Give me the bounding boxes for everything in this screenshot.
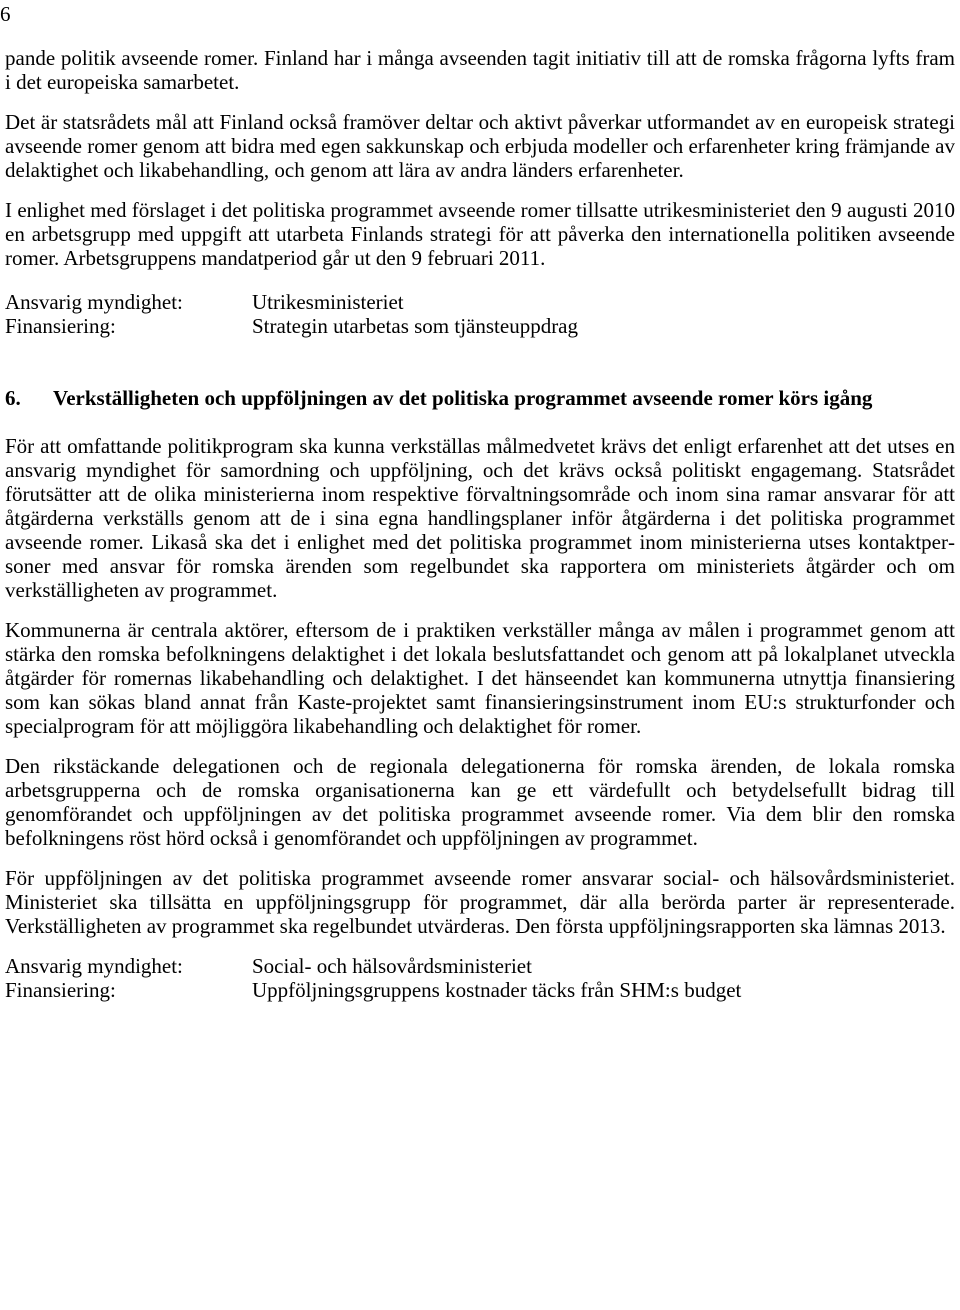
section-responsibility-block (5, 954, 955, 1002)
section-paragraph-4: För uppföljningen av det politiska programmet avseende romer ansvarar social- och hälsovårdsministeriet. Ministeriet ska tillsätta en uppföljningsgrupp för programmet, där alla berörda parter är representerade. Verkställigheten av programmet ska regelbundet utvärderas. Den första uppföljningsrapporten ska lämnas 2013. (5, 866, 955, 938)
page-number: 6 (0, 2, 11, 26)
financing-label: Finansiering: (5, 978, 116, 1002)
responsible-authority-value: Social- och hälsovårdsministeriet (252, 954, 532, 978)
responsible-authority-label: Ansvarig myndighet: (5, 290, 183, 314)
responsible-authority-value: Utrikesministeriet (252, 290, 404, 314)
financing-value: Uppföljningsgruppens kostnader täcks från SHM:s budget (252, 978, 742, 1002)
section-title: Verkställigheten och uppföljningen av det politiska programmet avseende romer körs igång (53, 386, 873, 410)
section-number: 6. (5, 386, 21, 410)
financing-label: Finansiering: (5, 314, 116, 338)
responsible-authority-label: Ansvarig myndighet: (5, 954, 183, 978)
intro-paragraph-1: pande politik avseende romer. Finland har i många avseenden tagit initiativ till att de romska frågorna lyfts fram i det europeiska samarbetet. (5, 46, 955, 94)
section-heading (5, 386, 955, 410)
intro-responsibility-block (5, 290, 955, 338)
section-paragraph-1: För att omfattande politikprogram ska kunna verkställas målmedvetet krävs det enligt erfarenhet att det utses en ansvarig myndighet för samordning och uppföljning, och det krävs också politiskt engagemang. Statsrådet förutsätter att de olika ministerierna inom respektive förvaltningsområde och inom sina ramar ansvarar för att åtgärderna verkställs genom att de i sina egna handlingsplaner inför åtgärderna i det politiska programmet avseende romer. Likaså ska det i enlighet med det politiska programmet inom ministerierna utses kontaktpersoner med ansvar för romska ärenden som regelbundet ska rapportera om ministeriets åtgärder och om verkställigheten av programmet. (5, 434, 955, 602)
intro-paragraph-2: Det är statsrådets mål att Finland också framöver deltar och aktivt påverkar utformandet av en europeisk strategi avseende romer genom att bidra med egen sakkunskap och erbjuda modeller och erfarenheter kring främjande av delaktighet och likabehandling, och genom att lära av andra länders erfarenheter. (5, 110, 955, 182)
financing-value: Strategin utarbetas som tjänsteuppdrag (252, 314, 579, 338)
section-paragraph-2: Kommunerna är centrala aktörer, eftersom de i praktiken verkställer många av målen i programmet genom att stärka den romska befolkningens delaktighet i det lokala beslutsfattandet och genom att på lokalplanet utveckla åtgärder för romernas likabehandling och delaktighet. I det hänseendet kan kommunerna utnyttja finansiering som kan sökas bland annat från Kaste-projektet samt finansieringsinstrument inom EU:s strukturfonder och specialprogram för att möjliggöra likabehandling och delaktighet för romer. (5, 618, 955, 738)
intro-paragraph-3: I enlighet med förslaget i det politiska programmet avseende romer tillsatte utrikesministeriet den 9 augusti 2010 en arbetsgrupp med uppgift att utarbeta Finlands strategi för att påverka den internationella politiken avseende romer. Arbetsgruppens mandatperiod går ut den 9 februari 2011. (5, 198, 955, 270)
document-body (5, 46, 955, 1018)
section-paragraph-3: Den rikstäckande delegationen och de regionala delegationerna för romska ärenden, de lokala romska arbetsgrupperna och de romska organisationerna kan ge ett värdefullt och betydelsefullt bidrag till genomförandet och uppföljningen av det politiska programmet avseende romer. Via dem blir den romska befolkningens röst hörd också i genomförandet och uppföljningen av programmet. (5, 754, 955, 850)
